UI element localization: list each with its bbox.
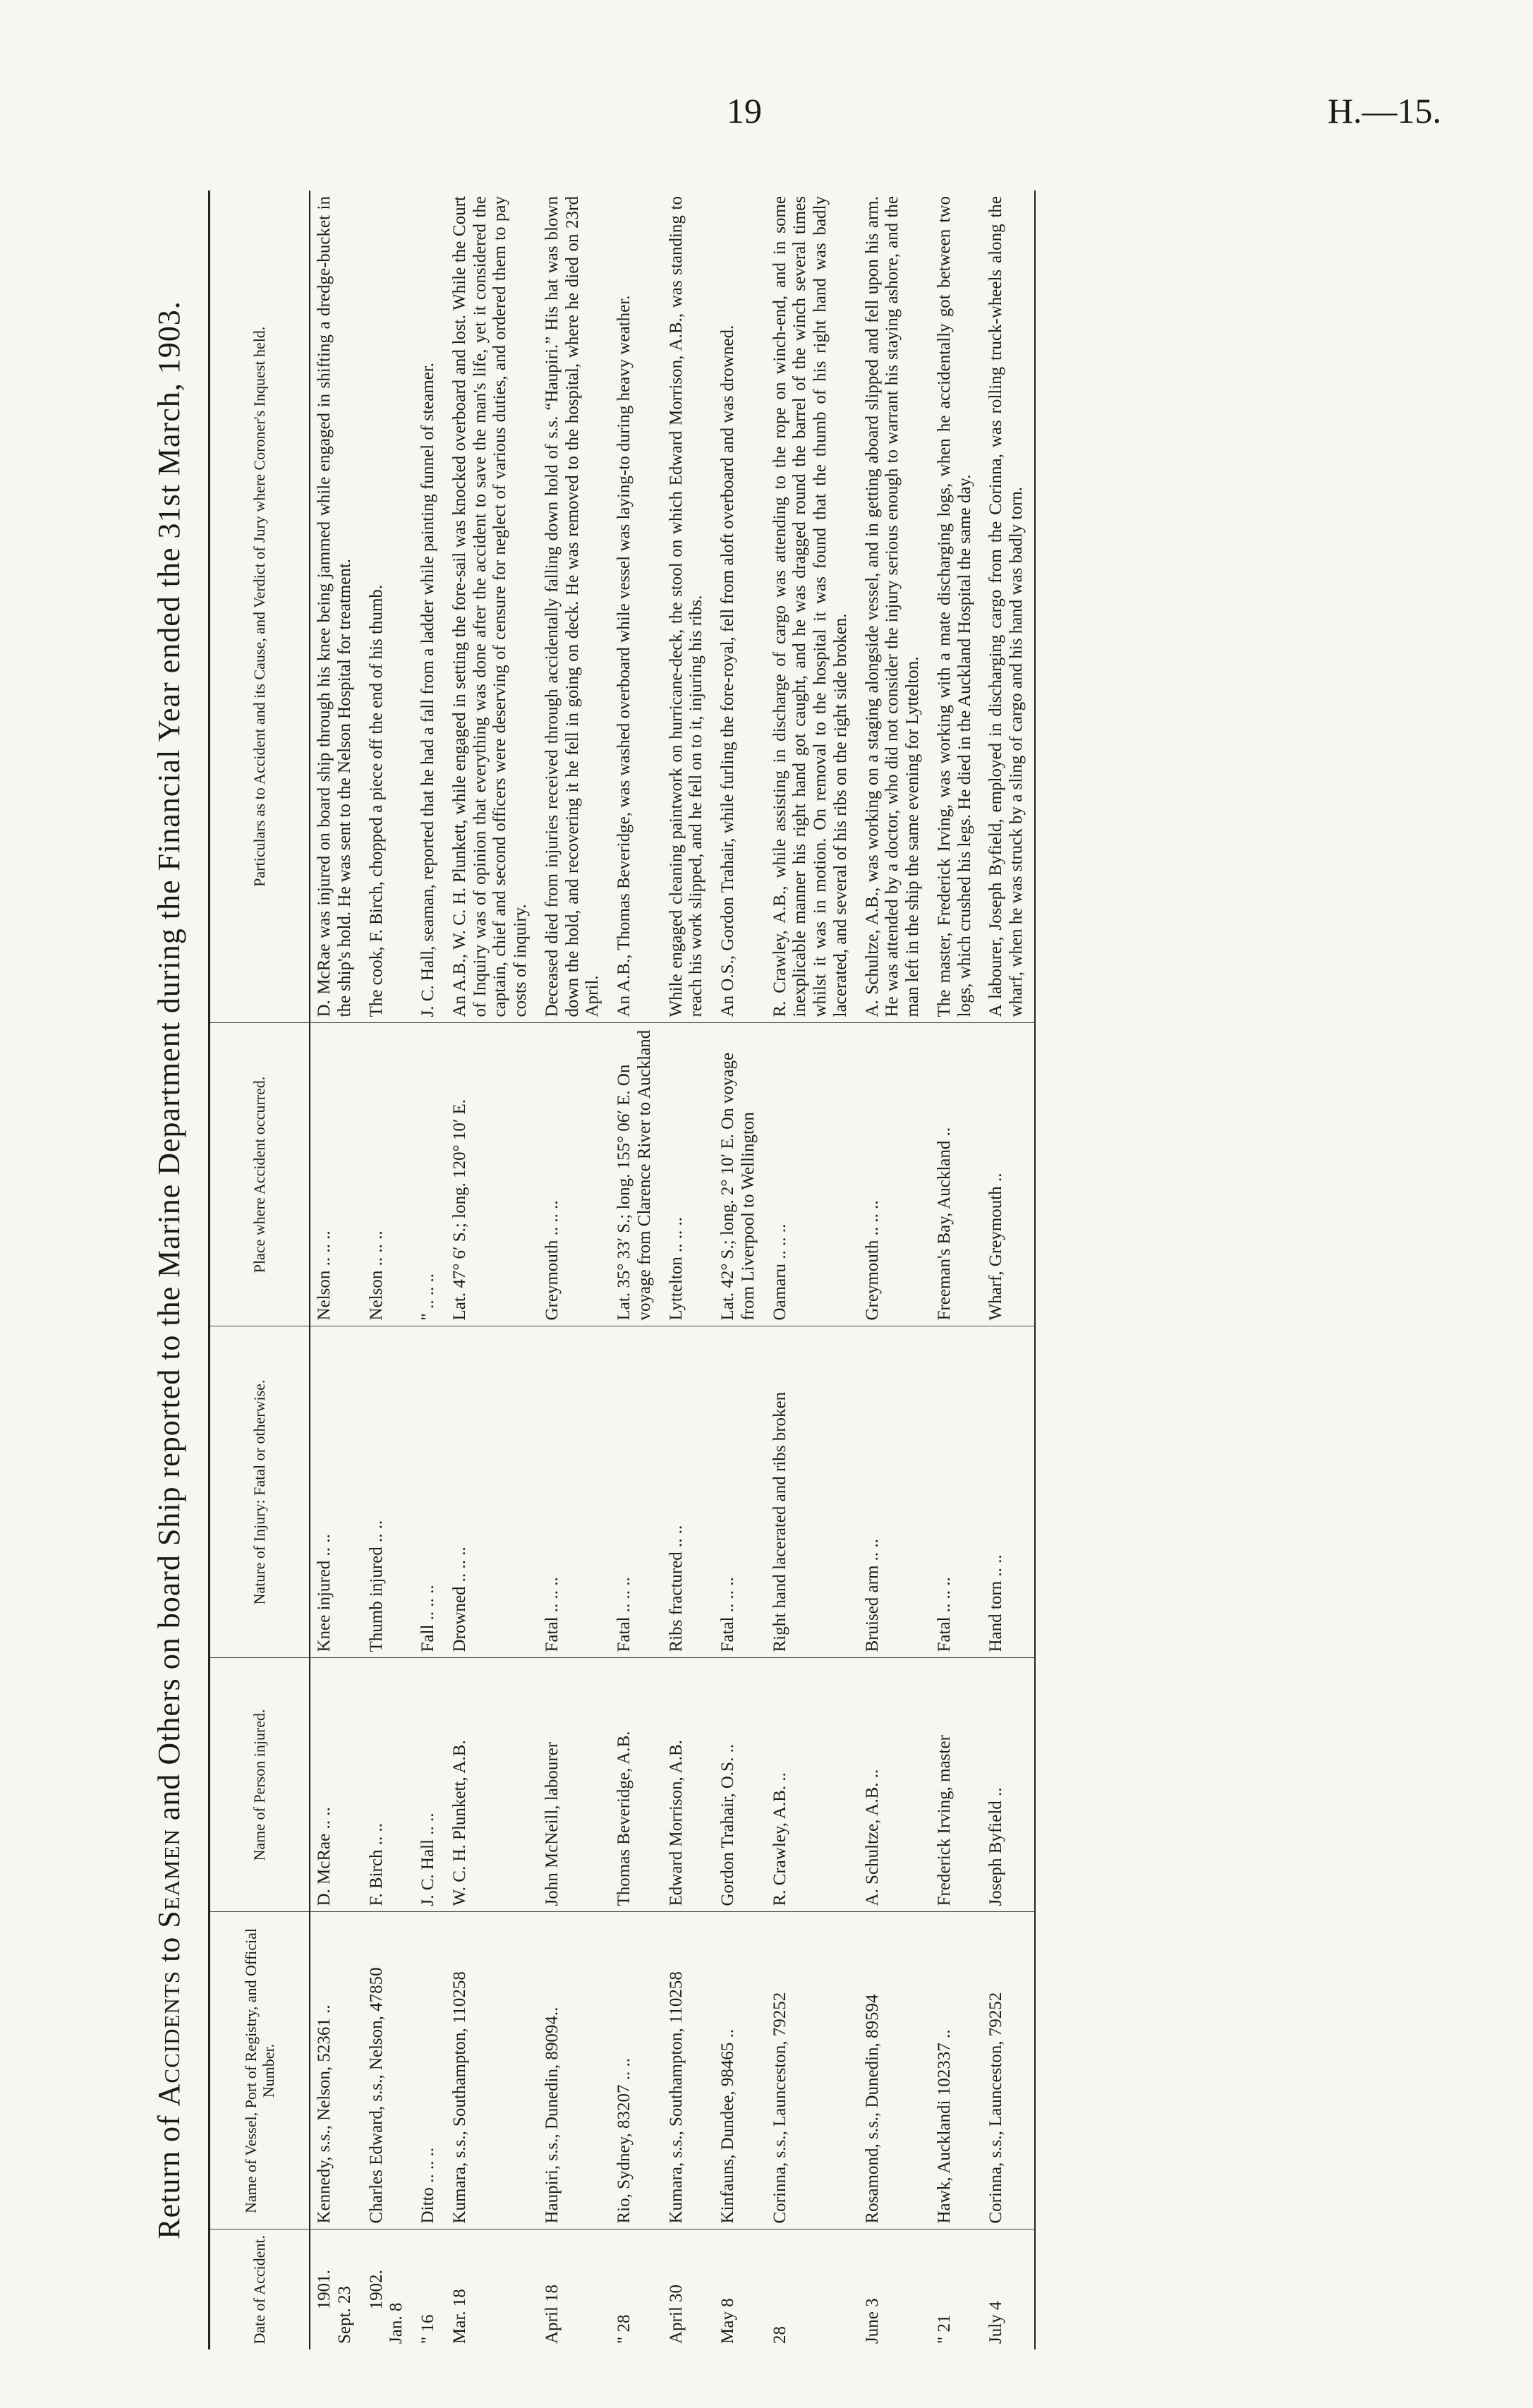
table-row <box>414 190 446 2349</box>
col-date: Date of Accident. <box>210 2229 310 2349</box>
cell-injury: Thumb injured .. .. <box>363 1326 415 1658</box>
cell-date <box>859 2229 931 2349</box>
cell-particulars: R. Crawley, A.B., while assisting in discharge of cargo was attending to the rope on winch-end, and in some inexplicable manner his right hand got caught, and he was dragged round the barrel of the winch several times whilst it was in motion. On removal to the hospital it was found that the thumb of his right hand was badly lacerated, and several of his ribs on the right side broken. <box>766 190 859 1023</box>
title-mid: to <box>152 1928 186 1971</box>
table-header-row <box>210 190 310 2349</box>
cell-date <box>662 2229 715 2349</box>
cell-place: Greymouth .. .. .. <box>859 1023 931 1326</box>
cell-place: Oamaru .. .. .. <box>766 1023 859 1326</box>
cell-date-value: June 3 <box>862 2298 882 2344</box>
cell-vessel: Charles Edward, s.s., Nelson, 47850 <box>363 1912 415 2229</box>
cell-place: Greymouth .. .. .. <box>538 1023 610 1326</box>
cell-date-value: Mar. 18 <box>449 2289 469 2344</box>
cell-person: Frederick Irving, master <box>931 1658 983 1912</box>
cell-person: J. C. Hall .. .. <box>414 1658 446 1912</box>
cell-vessel: Kennedy, s.s., Nelson, 52361 .. <box>310 1912 363 2229</box>
cell-particulars: While engaged cleaning paintwork on hurricane-deck, the stool on which Edward Morrison, A.B., was standing to reach his work slipped, and he fell on to it, injuring his ribs. <box>662 190 715 1023</box>
table-row <box>714 190 766 2349</box>
cell-place: Nelson .. .. .. <box>310 1023 363 1326</box>
cell-person: Edward Morrison, A.B. <box>662 1658 715 1912</box>
table-row <box>363 190 415 2349</box>
cell-injury: Fatal .. .. .. <box>931 1326 983 1658</box>
cell-date <box>610 2229 662 2349</box>
cell-place: Lyttelton .. .. .. <box>662 1023 715 1326</box>
cell-injury: Fall .. .. .. <box>414 1326 446 1658</box>
cell-injury: Bruised arm .. .. <box>859 1326 931 1658</box>
cell-date-value: Sept. 23 <box>334 2286 354 2344</box>
table-title <box>138 190 201 2349</box>
cell-vessel: Kumara, s.s., Southampton, 110258 <box>662 1912 715 2229</box>
cell-person: W. C. H. Plunkett, A.B. <box>446 1658 538 1912</box>
cell-date <box>363 2229 415 2349</box>
cell-injury: Fatal .. .. .. <box>714 1326 766 1658</box>
table-body <box>310 190 1035 2349</box>
cell-date-value: May 8 <box>718 2298 737 2344</box>
page-header <box>0 90 1533 147</box>
cell-particulars: J. C. Hall, seaman, reported that he had a fall from a ladder while painting funnel of steamer. <box>414 190 446 1023</box>
title-prefix: Return of <box>152 2106 186 2239</box>
cell-place: Nelson .. .. .. <box>363 1023 415 1326</box>
cell-vessel: Corinna, s.s., Launceston, 79252 <box>982 1912 1035 2229</box>
table-row <box>931 190 983 2349</box>
cell-particulars: An O.S., Gordon Trahair, while furling the fore-royal, fell from aloft overboard and was drowned. <box>714 190 766 1023</box>
cell-year: 1901. <box>315 2270 334 2310</box>
cell-date-value: " 28 <box>614 2314 634 2344</box>
document-code: H.—15. <box>1327 91 1441 131</box>
title-seamen: Seamen <box>152 1829 186 1928</box>
accidents-table <box>208 190 1036 2349</box>
cell-date-value: 28 <box>770 2326 789 2344</box>
cell-particulars: The master, Frederick Irving, was working with a mate discharging logs, when he accidentally got between two logs, which crushed his legs. He died in the Auckland Hospital the same day. <box>931 190 983 1023</box>
col-place: Place where Accident occurred. <box>210 1023 310 1326</box>
cell-place: Lat. 35° 33′ S.; long. 155° 06′ E. On voyage from Clarence River to Auckland <box>610 1023 662 1326</box>
cell-place: Lat. 47° 6′ S.; long. 120° 10′ E. <box>446 1023 538 1326</box>
table-row <box>766 190 859 2349</box>
table-row <box>538 190 610 2349</box>
cell-date-value: July 4 <box>986 2301 1006 2344</box>
cell-person: A. Schultze, A.B. .. <box>859 1658 931 1912</box>
rotated-table-block <box>138 190 1407 2349</box>
table-row <box>610 190 662 2349</box>
page-number: 19 <box>727 91 762 131</box>
cell-person: Gordon Trahair, O.S. .. <box>714 1658 766 1912</box>
cell-person: R. Crawley, A.B. .. <box>766 1658 859 1912</box>
cell-place: Lat. 42° S.; long. 2° 10′ E. On voyage from Liverpool to Wellington <box>714 1023 766 1326</box>
cell-particulars: D. McRae was injured on board ship through his knee being jammed while engaged in shifting a dredge-bucket in the ship's hold. He was sent to the Nelson Hospital for treatment. <box>310 190 363 1023</box>
cell-person: F. Birch .. .. <box>363 1658 415 1912</box>
cell-person: D. McRae .. .. <box>310 1658 363 1912</box>
table-row <box>662 190 715 2349</box>
table-row <box>982 190 1035 2349</box>
cell-injury: Ribs fractured .. .. <box>662 1326 715 1658</box>
cell-vessel: Kumara, s.s., Southampton, 110258 <box>446 1912 538 2229</box>
cell-date <box>414 2229 446 2349</box>
cell-date-value: April 18 <box>542 2284 562 2344</box>
cell-place: " .. .. .. <box>414 1023 446 1326</box>
cell-injury: Fatal .. .. .. <box>538 1326 610 1658</box>
cell-particulars: The cook, F. Birch, chopped a piece off the end of his thumb. <box>363 190 415 1023</box>
cell-injury: Hand torn .. .. <box>982 1326 1035 1658</box>
cell-year: 1902. <box>366 2270 386 2310</box>
cell-place: Wharf, Greymouth .. <box>982 1023 1035 1326</box>
cell-particulars: A labourer, Joseph Byfield, employed in discharging cargo from the Corinna, was rolling truck-wheels along the wharf, when he was struck by a sling of cargo and his hand was badly torn. <box>982 190 1035 1023</box>
cell-vessel: Rio, Sydney, 83207 .. .. <box>610 1912 662 2229</box>
table-row <box>859 190 931 2349</box>
cell-vessel: Hawk, Aucklandi 102337 .. <box>931 1912 983 2229</box>
cell-date <box>931 2229 983 2349</box>
cell-date <box>766 2229 859 2349</box>
cell-date <box>538 2229 610 2349</box>
cell-vessel: Kinfauns, Dundee, 98465 .. <box>714 1912 766 2229</box>
cell-person: John McNeill, labourer <box>538 1658 610 1912</box>
cell-date-value: " 16 <box>418 2314 437 2344</box>
cell-particulars: A. Schultze, A.B., was working on a staging alongside vessel, and in getting aboard slipped and fell upon his arm. He was attended by a doctor, who did not consider the injury serious enough to warrant his staying ashore, and the man left in the ship the same evening for Lyttelton. <box>859 190 931 1023</box>
cell-injury: Fatal .. .. .. <box>610 1326 662 1658</box>
cell-vessel: Rosamond, s.s., Dunedin, 89594 <box>859 1912 931 2229</box>
title-suffix: and Others on board Ship reported to the Marine Department during the Financial Year ended the 31st March, 1903. <box>152 301 186 1829</box>
cell-vessel: Ditto .. .. .. <box>414 1912 446 2229</box>
cell-date-value: " 21 <box>934 2314 954 2344</box>
cell-particulars: An A.B., Thomas Beveridge, was washed overboard while vessel was laying-to during heavy weather. <box>610 190 662 1023</box>
title-accidents: Accidents <box>152 1971 186 2107</box>
cell-date <box>446 2229 538 2349</box>
col-person: Name of Person injured. <box>210 1658 310 1912</box>
cell-date-value: Jan. 8 <box>387 2302 406 2344</box>
table-row <box>310 190 363 2349</box>
table-row <box>446 190 538 2349</box>
cell-particulars: An A.B., W. C. H. Plunkett, while engaged in setting the fore-sail was knocked overboard and lost. While the Court of Inquiry was of opinion that everything was done after the accident to save the man's life, yet it considered the captain, chief and second officers were deserving of censure for neglect of various duties, and ordered them to pay costs of inquiry. <box>446 190 538 1023</box>
cell-injury: Drowned .. .. .. <box>446 1326 538 1658</box>
col-vessel: Name of Vessel, Port of Registry, and Official Number. <box>210 1912 310 2229</box>
cell-date <box>982 2229 1035 2349</box>
cell-date-value: April 30 <box>666 2284 686 2344</box>
cell-date <box>310 2229 363 2349</box>
cell-injury: Right hand lacerated and ribs broken <box>766 1326 859 1658</box>
cell-vessel: Corinna, s.s., Launceston, 79252 <box>766 1912 859 2229</box>
cell-place: Freeman's Bay, Auckland .. <box>931 1023 983 1326</box>
cell-date <box>714 2229 766 2349</box>
cell-injury: Knee injured .. .. <box>310 1326 363 1658</box>
col-particulars: Particulars as to Accident and its Cause, and Verdict of Jury where Coroner's Inquest held. <box>210 190 310 1023</box>
cell-person: Thomas Beveridge, A.B. <box>610 1658 662 1912</box>
cell-vessel: Haupiri, s.s., Dunedin, 89094.. <box>538 1912 610 2229</box>
cell-particulars: Deceased died from injuries received through accidentally falling down hold of s.s. “Haupiri.” His hat was blown down the hold, and recovering it he fell in going on deck. He was removed to the hospital, where he died on 23rd April. <box>538 190 610 1023</box>
col-injury: Nature of Injury: Fatal or otherwise. <box>210 1326 310 1658</box>
cell-person: Joseph Byfield .. <box>982 1658 1035 1912</box>
